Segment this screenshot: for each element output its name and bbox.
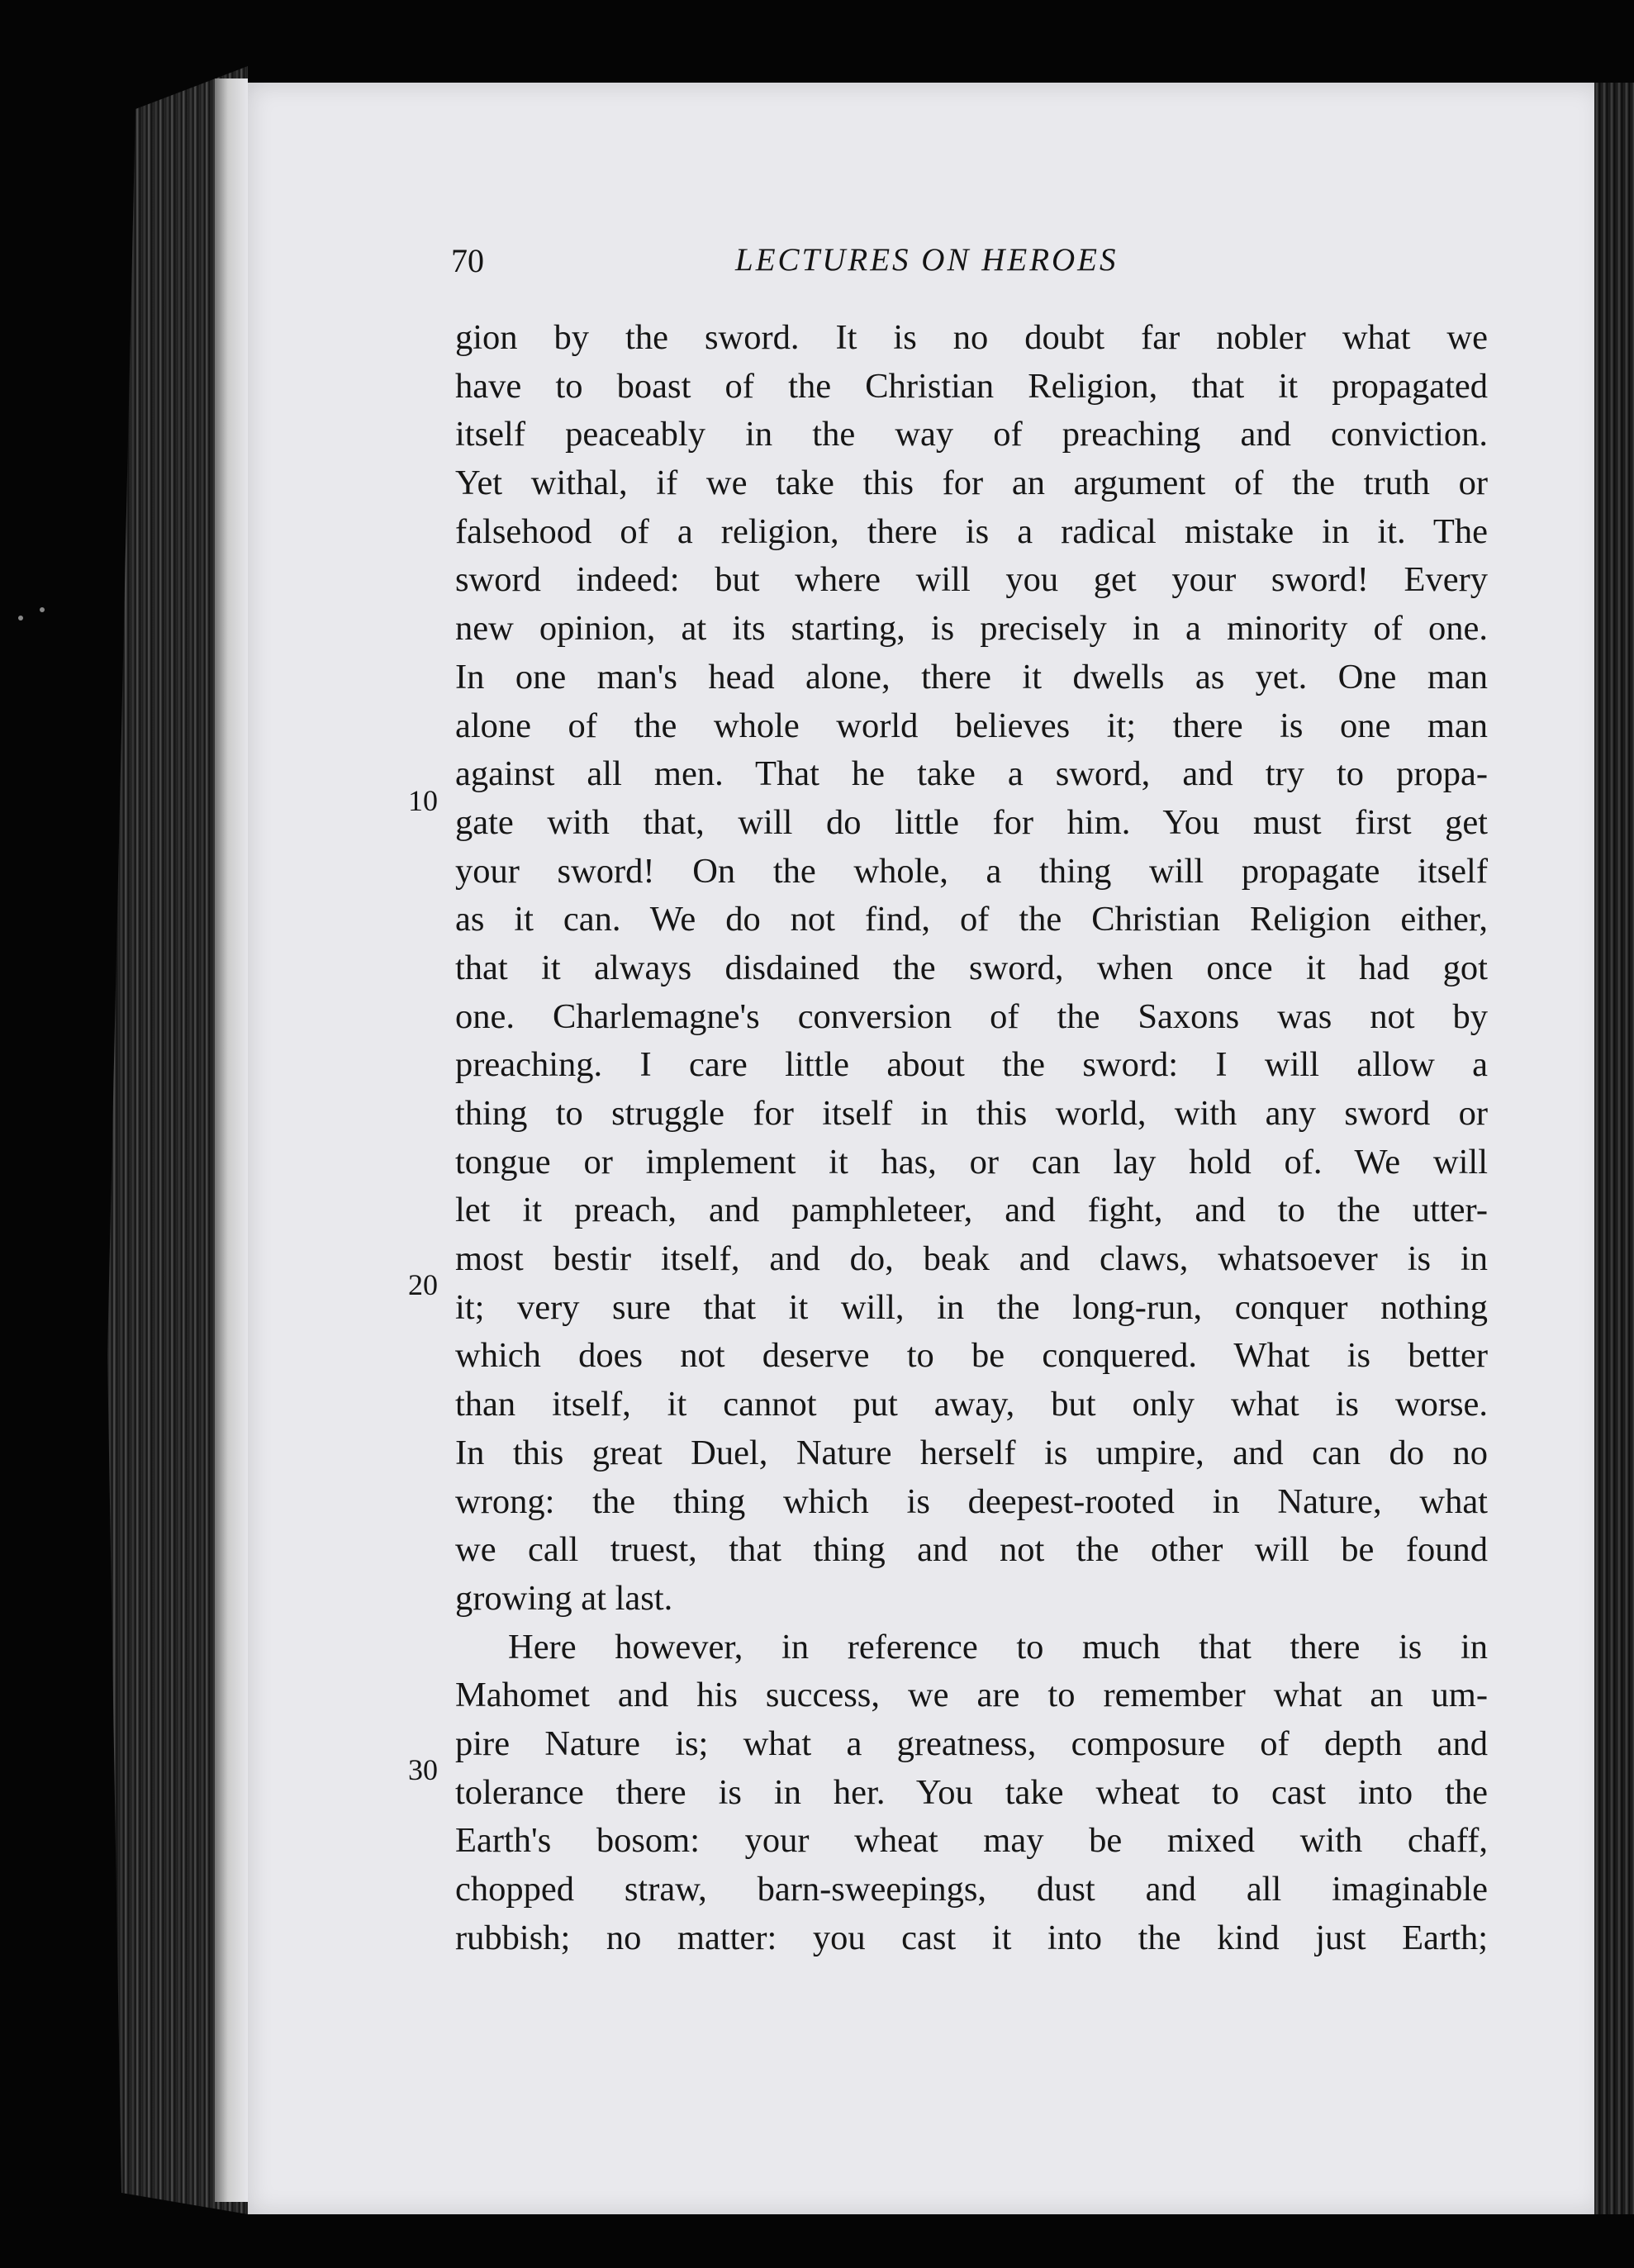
text-line: it; very sure that it will, in the long-run, conquer nothing [455, 1287, 1488, 1327]
text-line: as it can. We do not find, of the Christian Religion either, [455, 900, 1488, 939]
text-line: tolerance there is in her. You take wheat to cast into the [455, 1772, 1488, 1812]
running-header [0, 241, 1634, 291]
text-line: preaching. I care little about the sword: I will allow a [455, 1045, 1488, 1085]
text-line: alone of the whole world believes it; there is one man [455, 706, 1488, 745]
text-line: have to boast of the Christian Religion, that it propagated [455, 366, 1488, 406]
text-line: chopped straw, barn-sweepings, dust and all imaginable [455, 1870, 1488, 1909]
body-text [455, 314, 1488, 1962]
page-number: 70 [451, 242, 484, 279]
text-line: most bestir itself, and do, beak and claws, whatsoever is in [455, 1239, 1488, 1279]
paragraph-end-line: growing at last. [455, 1578, 673, 1618]
line-number: 30 [408, 1753, 438, 1786]
text-line: than itself, it cannot put away, but only what is worse. [455, 1385, 1488, 1424]
text-line: gate with that, will do little for him. You must first get [455, 802, 1488, 842]
text-line: that it always disdained the sword, when once it had got [455, 948, 1488, 987]
text-line: against all men. That he take a sword, and try to propa- [455, 754, 1488, 794]
text-line: sword indeed: but where will you get your sword! Every [455, 560, 1488, 600]
dust-speck [18, 616, 23, 620]
text-line: pire Nature is; what a greatness, composure of depth and [455, 1724, 1488, 1763]
page-edges-right [1594, 83, 1634, 2214]
text-line: Yet withal, if we take this for an argument of the truth or [455, 464, 1488, 503]
dust-speck [40, 607, 45, 612]
text-line: rubbish; no matter: you cast it into the kind just Earth; [455, 1918, 1488, 1957]
text-line: Mahomet and his success, we are to remember what an um- [455, 1676, 1488, 1715]
text-line: which does not deserve to be conquered. What is better [455, 1336, 1488, 1376]
text-line: let it preach, and pamphleteer, and fight, and to the utter- [455, 1191, 1488, 1230]
page-gutter [215, 78, 248, 2202]
text-line: one. Charlemagne's conversion of the Saxons was not by [455, 996, 1488, 1036]
line-number: 20 [408, 1268, 438, 1301]
text-line: tongue or implement it has, or can lay hold of. We will [455, 1142, 1488, 1182]
text-line: gion by the sword. It is no doubt far nobler what we [455, 318, 1488, 357]
text-line: wrong: the thing which is deepest-rooted in Nature, what [455, 1481, 1488, 1521]
text-line: falsehood of a religion, there is a radical mistake in it. The [455, 511, 1488, 551]
line-number: 10 [408, 784, 438, 817]
text-line: thing to struggle for itself in this world, with any sword or [455, 1094, 1488, 1133]
text-line: Earth's bosom: your wheat may be mixed with chaff, [455, 1821, 1488, 1861]
running-title: LECTURES ON HEROES [735, 242, 1119, 278]
text-line: we call truest, that thing and not the other will be found [455, 1530, 1488, 1570]
text-line: your sword! On the whole, a thing will propagate itself [455, 851, 1488, 891]
text-line: In this great Duel, Nature herself is umpire, and can do no [455, 1433, 1488, 1472]
text-line: itself peaceably in the way of preaching and conviction. [455, 415, 1488, 454]
paragraph-start-line: Here however, in reference to much that there is in [508, 1627, 1488, 1667]
text-line: new opinion, at its starting, is precisely in a minority of one. [455, 609, 1488, 649]
text-line: In one man's head alone, there it dwells as yet. One man [455, 657, 1488, 697]
